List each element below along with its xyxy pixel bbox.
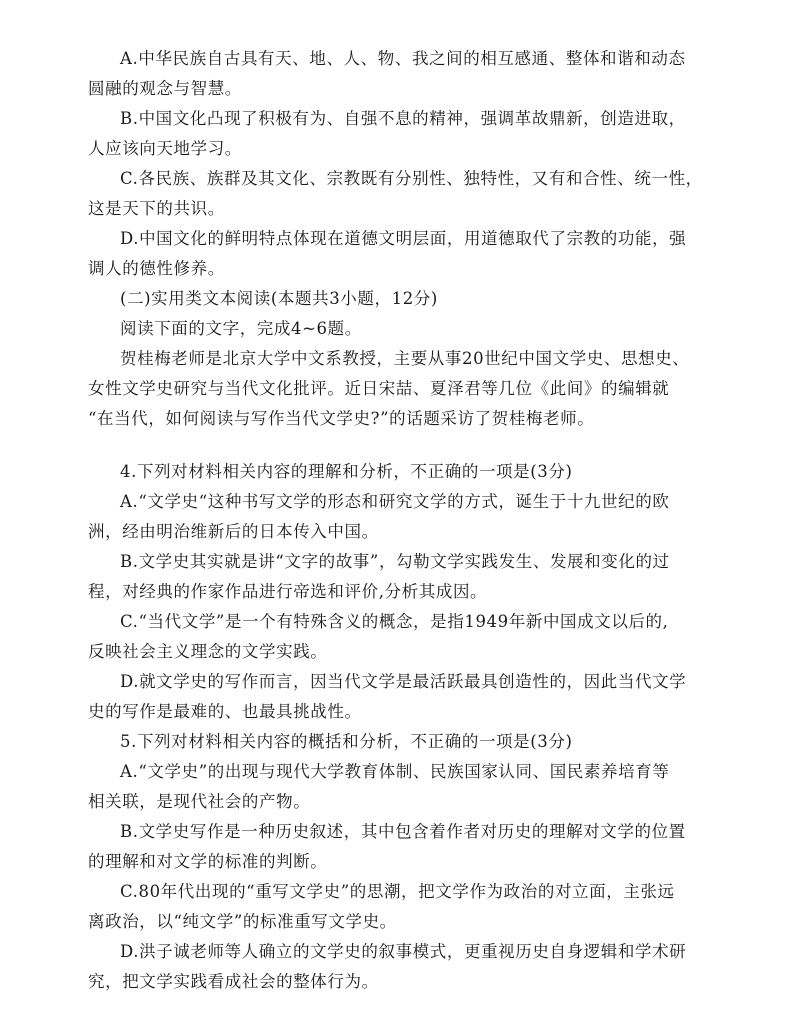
q4-option-a	[88, 487, 724, 547]
reading-instruction	[88, 314, 724, 344]
option-d-paragraph	[88, 224, 724, 284]
text-line: 人应该向天地学习。	[88, 139, 242, 158]
text-line: D.就文学史的写作而言，因当代文学是最活跃最具创造性的，因此当代文学	[120, 672, 687, 691]
text-line: D.中国文化的鲜明特点体现在道德文明层面，用道德取代了宗教的功能，强	[120, 229, 687, 248]
text-line: 究，把文学实践看成社会的整体行为。	[88, 972, 379, 991]
q4-option-d	[88, 667, 724, 727]
text-line: 程，对经典的作家作品进行帝选和评价,分析其成因。	[88, 582, 488, 601]
text-line: A.“文学史“这种书写文学的形态和研究文学的方式，诞生于十九世纪的欧	[120, 492, 670, 511]
text-line: 调人的德性修养。	[88, 259, 225, 278]
q4-option-c	[88, 607, 724, 667]
q5-option-c	[88, 877, 724, 937]
text-line: 这是天下的共识。	[88, 199, 225, 218]
text-line: 圆融的观念与智慧。	[88, 79, 242, 98]
text-line: C.80年代出现的“重写文学史”的思潮，把文学作为政治的对立面，主张远	[120, 882, 675, 901]
text-line: A.中华民族自古具有天、地、人、物、我之间的相互感通、整体和谐和动态	[120, 49, 686, 68]
text-line: B.中国文化凸现了积极有为、自强不息的精神，强调革故鼎新，创造进取，	[120, 109, 686, 128]
text-line: 4.下列对材料相关内容的理解和分析，不正确的一项是(3分)	[120, 462, 573, 481]
text-line: 阅读下面的文字，完成4~6题。	[120, 319, 362, 338]
question-4-stem	[88, 457, 724, 487]
text-line: B.文学史写作是一种历史叙述，其中包含着作者对历史的理解对文学的位置	[120, 822, 686, 841]
passage-intro-paragraph	[88, 344, 724, 434]
text-line: 反映社会主义理念的文学实践。	[88, 642, 328, 661]
text-line: A.“文学史”的出现与现代大学教育体制、民族国家认同、国民素养培育等	[120, 762, 670, 781]
text-line: 女性文学史研究与当代文化批评。近日宋喆、夏泽君等几位《此间》的编辑就	[88, 379, 670, 398]
text-line: (二)实用类文本阅读(本题共3小题，12分)	[120, 289, 438, 308]
text-line: D.洪子诚老师等人确立的文学史的叙事模式，更重视历史自身逻辑和学术研	[120, 942, 687, 961]
text-line: C.“当代文学”是一个有特殊含义的概念，是指1949年新中国成文以后的,	[120, 612, 669, 631]
text-line: B.文学史其实就是讲“文字的故事”，勾勒文学实践发生、发展和变化的过	[120, 552, 670, 571]
text-line: 史的写作是最难的、也最具挑战性。	[88, 702, 362, 721]
option-b-paragraph	[88, 104, 724, 164]
text-line: C.各民族、族群及其文化、宗教既有分别性、独特性，又有和合性、统一性，	[120, 169, 703, 188]
section-heading	[88, 284, 724, 314]
q5-option-a	[88, 757, 724, 817]
text-line: 相关联，是现代社会的产物。	[88, 792, 311, 811]
text-line: 的理解和对文学的标准的判断。	[88, 852, 328, 871]
text-line: 5.下列对材料相关内容的概括和分析，不正确的一项是(3分)	[120, 732, 573, 751]
question-5-stem	[88, 727, 724, 757]
q5-option-d	[88, 937, 724, 997]
option-a-paragraph	[88, 44, 724, 104]
q5-option-b	[88, 817, 724, 877]
text-line: 洲，经由明治维新后的日本传入中国。	[88, 522, 379, 541]
text-line: 贺桂梅老师是北京大学中文系教授，主要从事20世纪中国文学史、思想史、	[120, 349, 690, 368]
q4-option-b	[88, 547, 724, 607]
text-line: 离政治，以“纯文学”的标准重写文学史。	[88, 912, 397, 931]
text-line: “在当代，如何阅读与写作当代文学史?”的话题采访了贺桂梅老师。	[88, 409, 595, 428]
option-c-paragraph	[88, 164, 724, 224]
